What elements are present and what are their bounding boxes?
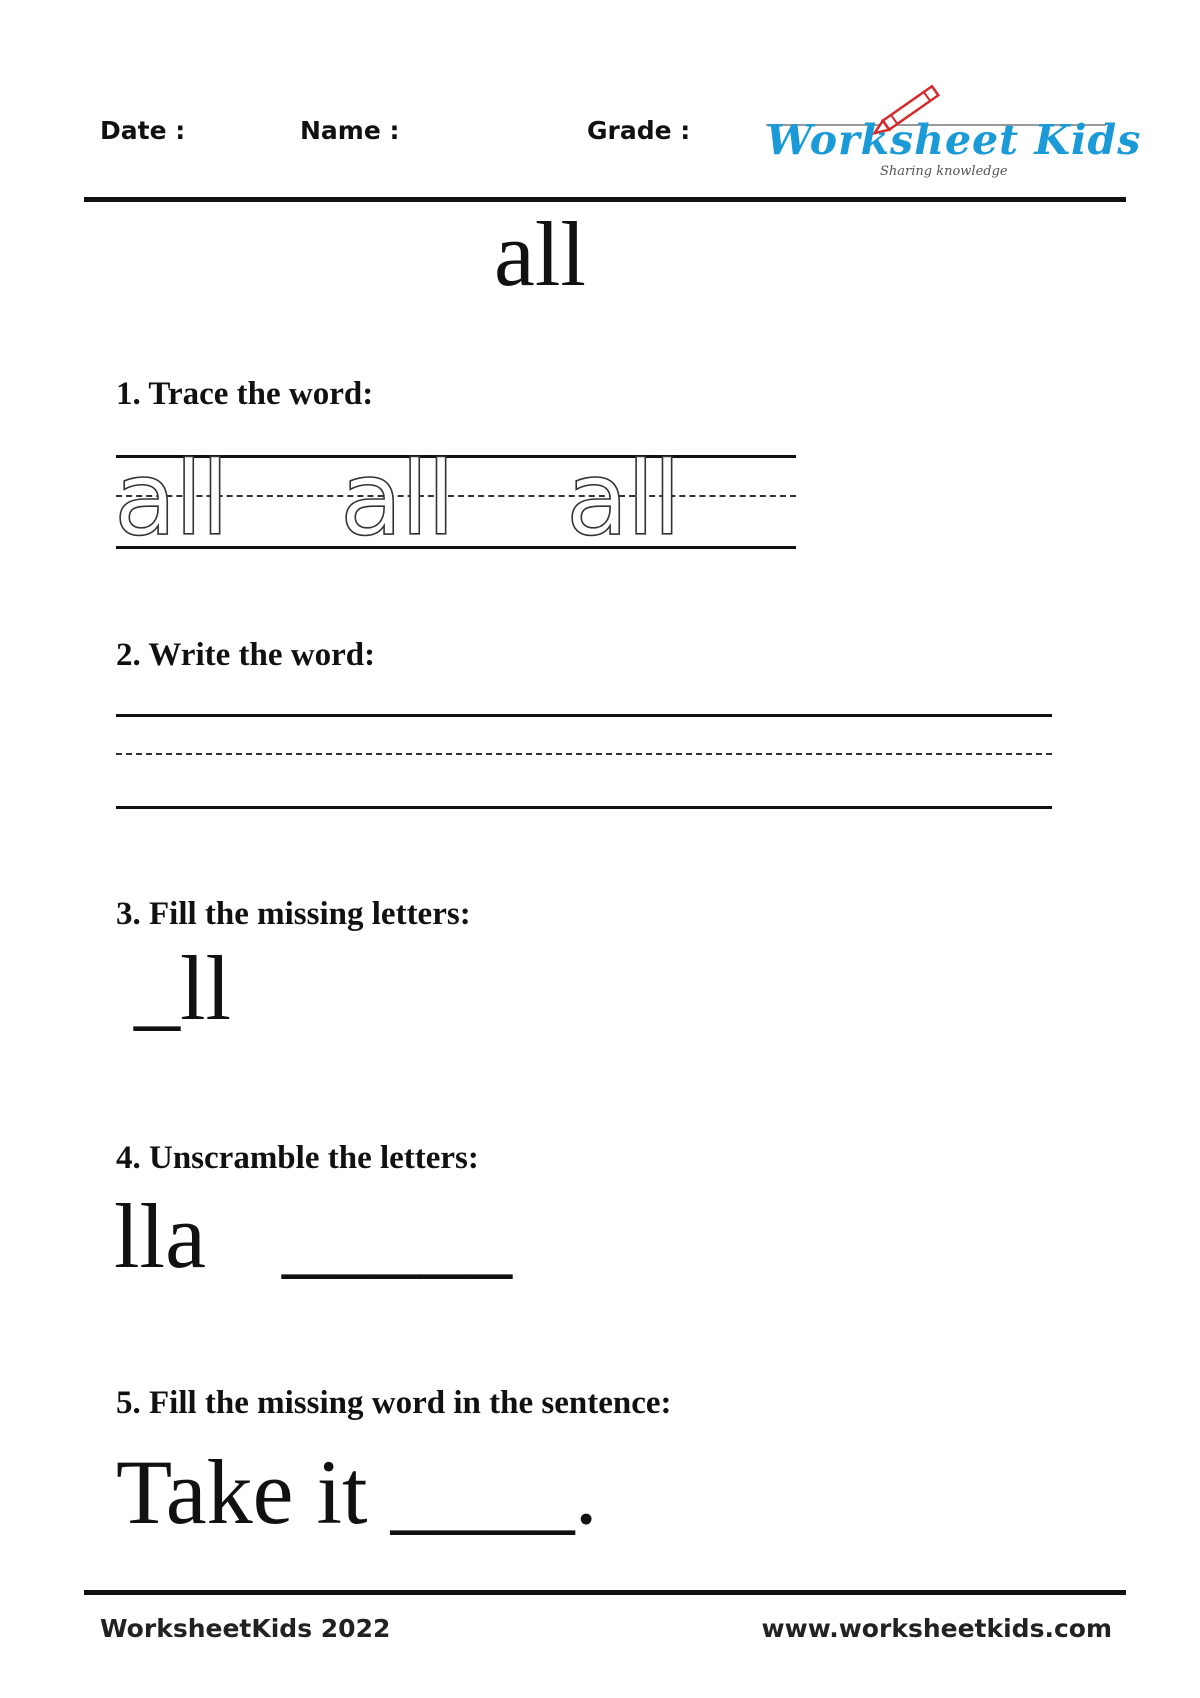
sentence-end: .	[574, 1441, 598, 1543]
sentence-text: Take it	[116, 1441, 391, 1543]
scrambled-letters: lla	[114, 1185, 206, 1287]
sentence	[116, 1441, 598, 1543]
footer-divider	[84, 1590, 1126, 1595]
date-label: Date :	[100, 116, 186, 145]
footer-website-link[interactable]: www.worksheetkids.com	[761, 1614, 1112, 1643]
header-divider	[84, 197, 1126, 202]
logo-tagline: Sharing knowledge	[880, 164, 1008, 179]
trace-area	[114, 440, 796, 559]
grade-label: Grade :	[587, 116, 691, 145]
missing-letter-blank[interactable]: _	[134, 937, 180, 1039]
write-bottom-line[interactable]	[116, 806, 1052, 809]
section-unscramble-title: 4. Unscramble the letters:	[116, 1140, 479, 1176]
section-sentence-title: 5. Fill the missing word in the sentence:	[116, 1385, 672, 1421]
name-label: Name :	[300, 116, 400, 145]
section-trace-title: 1. Trace the word:	[116, 376, 374, 412]
missing-letters-text: ll	[180, 937, 232, 1039]
section-write-title: 2. Write the word:	[116, 637, 376, 673]
main-word: all	[494, 203, 586, 305]
missing-letters-word	[134, 937, 232, 1039]
section-missing-letters-title: 3. Fill the missing letters:	[116, 896, 471, 932]
trace-word-3: all	[566, 440, 680, 559]
footer-copyright: WorksheetKids 2022	[100, 1614, 391, 1643]
trace-word-2: all	[340, 440, 454, 559]
sentence-blank[interactable]: ____	[390, 1441, 575, 1543]
trace-word-1: all	[114, 440, 228, 559]
unscramble-answer-blank[interactable]: _____	[282, 1185, 512, 1287]
write-top-line[interactable]	[116, 714, 1052, 717]
write-mid-line	[116, 753, 1052, 755]
worksheet-kids-logo	[762, 70, 1142, 190]
logo-title: Worksheet Kids	[766, 116, 1142, 164]
